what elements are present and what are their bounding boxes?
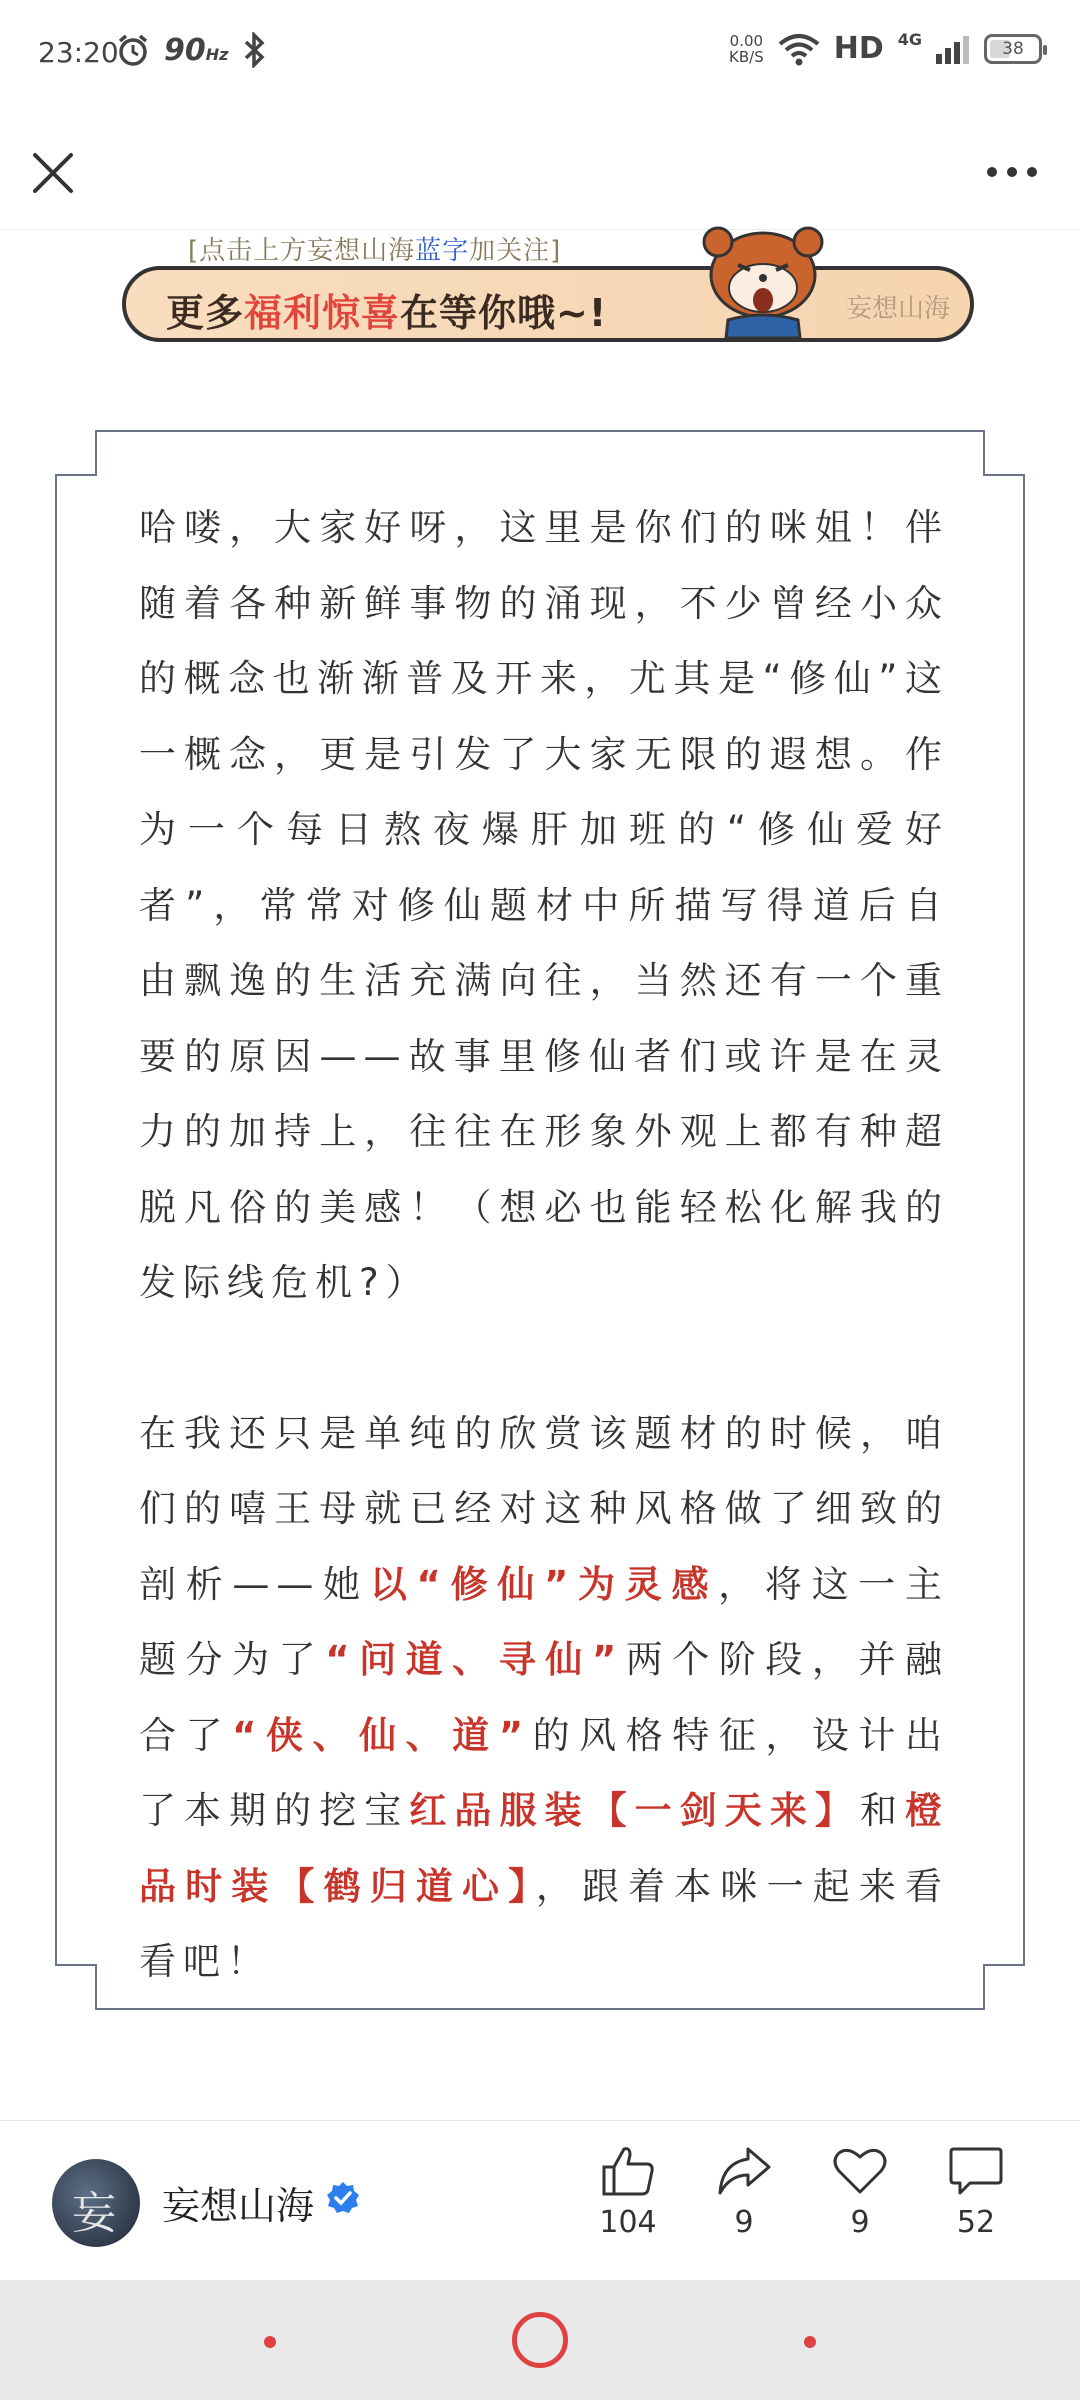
signal-icon xyxy=(936,34,970,64)
banner-caption-blue: 蓝字 xyxy=(415,236,470,266)
refresh-rate-unit: Hz xyxy=(205,44,229,64)
battery-level: 38 xyxy=(1002,38,1024,59)
wifi-icon xyxy=(778,32,820,66)
article-frame xyxy=(55,430,1025,2010)
refresh-rate-value: 90 xyxy=(164,32,206,68)
share-button[interactable] xyxy=(704,2145,784,2240)
p2-highlight-orange-outfit: 橙品时装【鹤归道心】 xyxy=(139,1789,950,1908)
banner-caption xyxy=(188,230,561,267)
status-right-icons xyxy=(729,30,1042,67)
avatar-glyph: 妄 xyxy=(72,2188,116,2239)
article-paragraph-2 xyxy=(139,1396,949,2000)
banner-text-part1: 更多 xyxy=(166,291,245,335)
refresh-rate-indicator xyxy=(164,33,228,68)
favorite-button[interactable] xyxy=(820,2145,900,2240)
status-bar xyxy=(0,0,1080,110)
nav-recents-button[interactable] xyxy=(804,2336,816,2348)
author-name[interactable]: 妄想山海 xyxy=(162,2184,315,2228)
like-count: 104 xyxy=(599,2205,657,2240)
p2-text-5: 和 xyxy=(859,1789,906,1832)
battery-icon xyxy=(984,34,1042,64)
red-panda-mascot-icon xyxy=(688,220,838,340)
banner-pill xyxy=(122,266,974,342)
heart-icon xyxy=(832,2145,888,2197)
network-speed xyxy=(729,33,764,65)
bottom-action-bar xyxy=(0,2120,1080,2280)
thumbs-up-icon xyxy=(600,2145,656,2197)
p2-text-2: ，将这一主题分为了 xyxy=(139,1562,950,1681)
p2-highlight-styles: “侠、仙、道” xyxy=(232,1713,531,1757)
comment-icon xyxy=(948,2145,1004,2197)
author-avatar[interactable] xyxy=(52,2159,140,2247)
banner-logo: 妄想山海 xyxy=(845,294,950,324)
share-icon xyxy=(716,2145,772,2197)
banner-caption-suffix: 加关注] xyxy=(469,236,562,266)
status-time: 23:20 xyxy=(38,36,119,69)
banner-text-part3: 在等你哦~! xyxy=(400,291,608,335)
top-nav xyxy=(0,110,1080,230)
p2-highlight-inspiration: 以“修仙”为灵感 xyxy=(369,1562,719,1606)
p2-highlight-red-outfit: 红品服装【一剑天来】 xyxy=(409,1789,860,1832)
article-body xyxy=(139,490,949,2000)
banner-caption-prefix: [点击上方妄想山海 xyxy=(188,236,416,266)
nav-home-button[interactable] xyxy=(512,2312,568,2368)
p2-text-6: ，跟着本咪一起来看看吧！ xyxy=(139,1864,950,1983)
p2-highlight-stages: “问道、寻仙” xyxy=(325,1638,624,1681)
bluetooth-icon xyxy=(242,32,268,68)
network-type: 4G xyxy=(897,30,922,49)
more-dots-icon[interactable] xyxy=(984,160,1040,184)
alarm-icon xyxy=(116,33,150,67)
hd-indicator: HD xyxy=(833,31,884,66)
network-speed-value: 0.00 xyxy=(729,31,764,50)
banner-text xyxy=(166,282,607,337)
p2-text-4: 的风格特征，设计出了本期的挖宝 xyxy=(139,1713,950,1832)
comment-button[interactable] xyxy=(936,2145,1016,2240)
follow-banner[interactable] xyxy=(118,230,978,350)
like-button[interactable] xyxy=(588,2145,668,2240)
favorite-count: 9 xyxy=(850,2205,870,2240)
status-left-icons xyxy=(116,32,268,68)
share-count: 9 xyxy=(734,2205,754,2240)
nav-back-button[interactable] xyxy=(264,2336,276,2348)
close-icon[interactable] xyxy=(30,150,76,196)
p2-text-1: 在我还只是单纯的欣赏该题材的时候，咱们的嘻王母就已经对这种风格做了细致的剖析——她 xyxy=(139,1411,949,1606)
comment-count: 52 xyxy=(956,2205,996,2240)
p2-text-3: 两个阶段，并融合了 xyxy=(139,1638,950,1757)
verified-badge-icon xyxy=(326,2181,360,2215)
article-paragraph-1: 哈喽，大家好呀，这里是你们的咪姐！伴随着各种新鲜事物的涌现，不少曾经小众的概念也渐渐普及开来，尤其是“修仙”这一概念，更是引发了大家无限的遐想。作为一个每日熬夜爆肝加班的“修仙爱好者”，常常对修仙题材中所描写得道后自由飘逸的生活充满向往，当然还有一个重要的原因——故事里修仙者们或许是在灵力的加持上，往往在形象外观上都有种超脱凡俗的美感！（想必也能轻松化解我的发际线危机?） xyxy=(139,506,949,1304)
network-speed-unit: KB/S xyxy=(729,47,764,66)
banner-text-part2: 福利惊喜 xyxy=(244,291,401,335)
system-nav-bar xyxy=(0,2280,1080,2400)
